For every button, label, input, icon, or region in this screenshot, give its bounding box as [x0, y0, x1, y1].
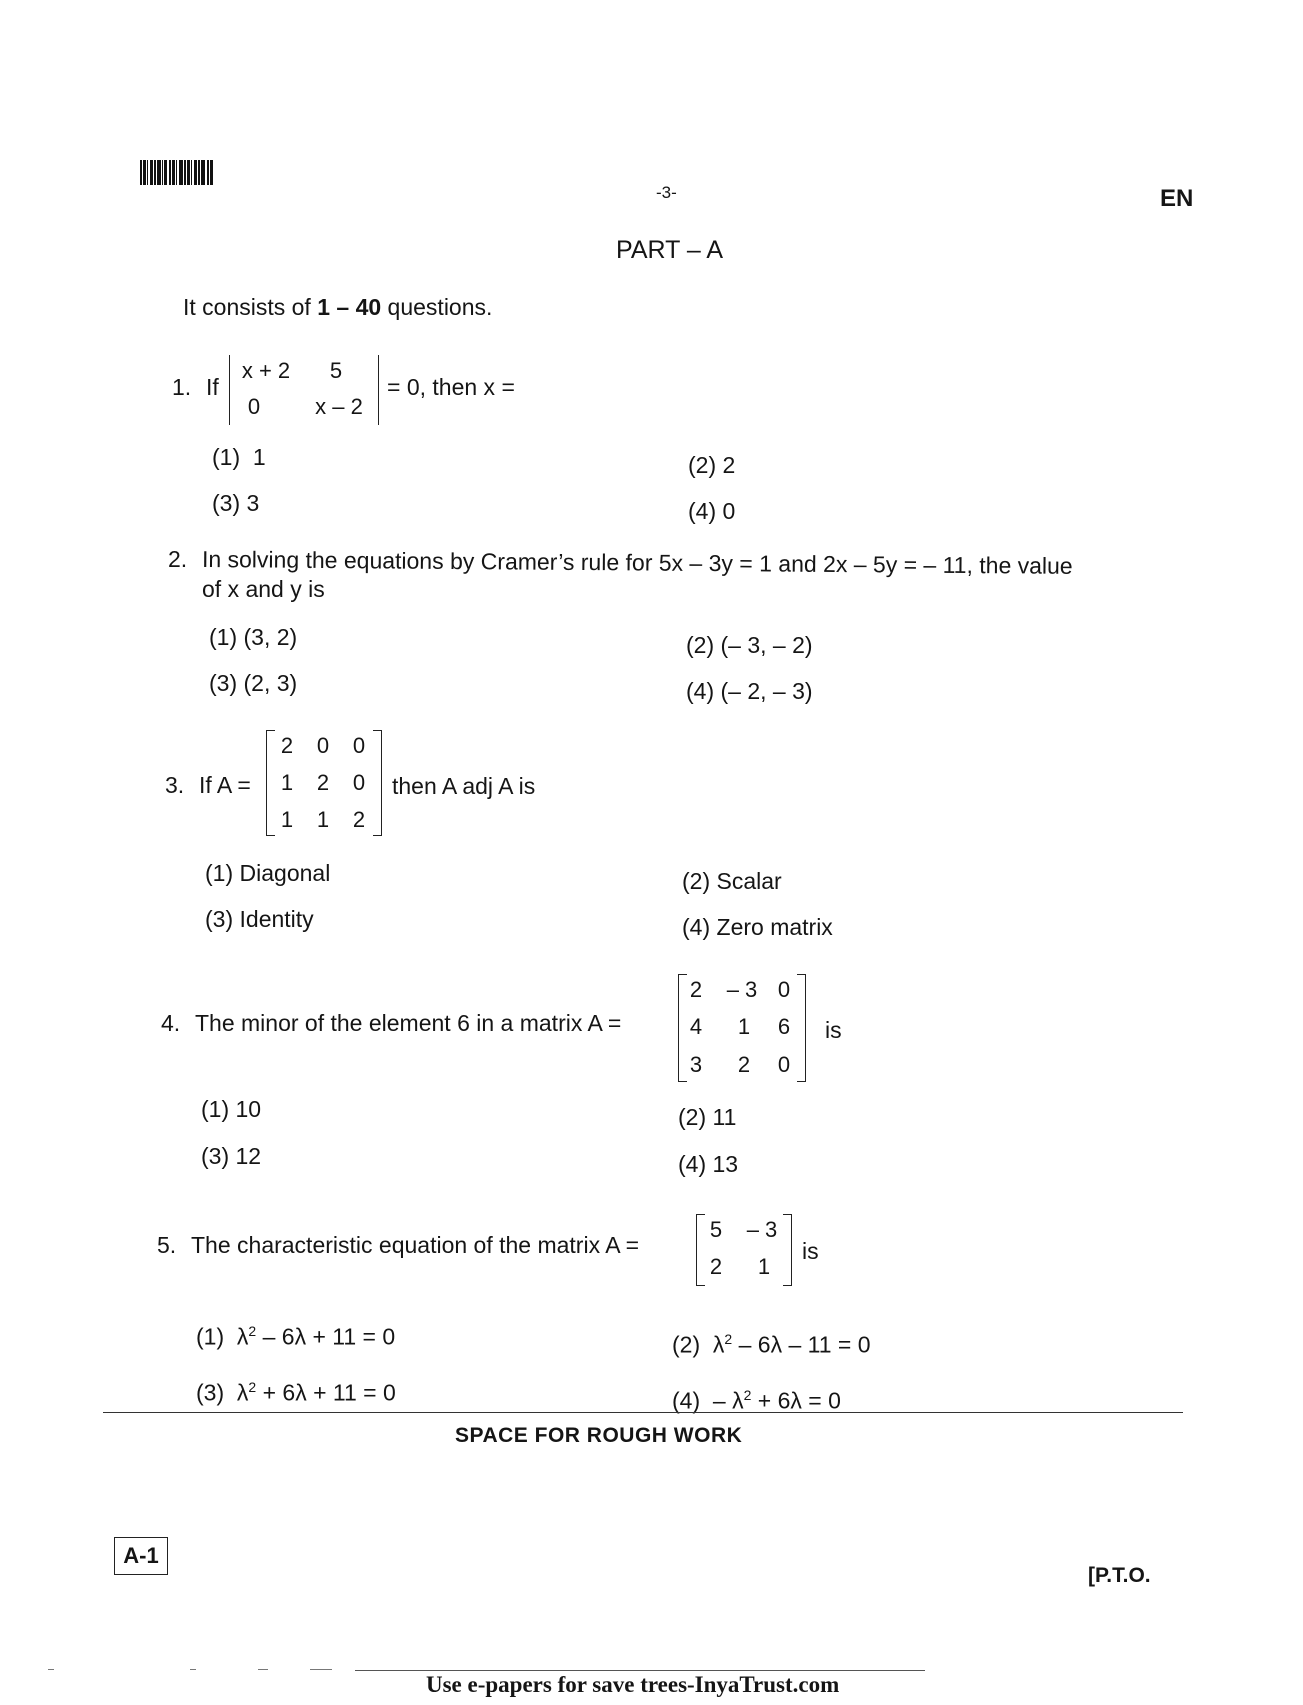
- matrix-cell: 0: [352, 770, 366, 795]
- question-number: 5.: [157, 1232, 177, 1258]
- option-1[interactable]: (1) 1: [212, 444, 266, 470]
- option-4[interactable]: (4) 0: [688, 498, 736, 524]
- matrix-cell: 0: [777, 977, 791, 1002]
- scan-mark: [48, 1669, 54, 1670]
- matrix-cell: 2: [352, 807, 366, 832]
- option-2[interactable]: (2) Scalar: [682, 868, 782, 894]
- question-suffix: then A adj A is: [392, 773, 536, 799]
- option-2[interactable]: (2) $\lambda^2 - 6\lambda - 11 = 0$: [672, 1331, 871, 1358]
- pto-label: [P.T.O.: [1088, 1564, 1151, 1587]
- matrix-cell: – 3: [726, 977, 758, 1002]
- scan-mark: [190, 1669, 196, 1670]
- question-number: 3.: [165, 772, 185, 798]
- scan-mark: [310, 1669, 332, 1670]
- option-1[interactable]: (1) 10: [201, 1096, 262, 1122]
- question-prefix: The characteristic equation of the matrix A =: [191, 1232, 640, 1258]
- matrix-cell: 3: [689, 1052, 703, 1077]
- question-number: 2.: [168, 546, 188, 572]
- intro-text: It consists of 1 – 40 questions.: [183, 294, 493, 320]
- matrix-cell: 1: [280, 807, 294, 832]
- question-text-line-1: In solving the equations by Cramer’s rule for 5x – 3y = 1 and 2x – 5y = – 11, the value: [201, 546, 1073, 579]
- option-4[interactable]: (4) (– 2, – 3): [686, 678, 813, 704]
- matrix-cell: x – 2: [315, 394, 363, 419]
- barcode: [140, 160, 235, 185]
- option-4[interactable]: (4) Zero matrix: [682, 914, 833, 940]
- part-title: PART – A: [616, 236, 724, 264]
- matrix-cell: 4: [689, 1014, 703, 1039]
- matrix-cell: 2: [316, 770, 330, 795]
- footer-text: Use e-papers for save trees-InyaTrust.com: [426, 1672, 840, 1697]
- determinant: [229, 355, 379, 425]
- matrix-cell: 1: [316, 807, 330, 832]
- matrix: [266, 730, 382, 836]
- matrix-cell: 0: [247, 394, 261, 419]
- matrix-cell: 2: [689, 977, 703, 1002]
- matrix: [678, 974, 806, 1082]
- option-3[interactable]: (3) $\lambda^2 + 6\lambda + 11 = 0$: [196, 1379, 396, 1406]
- question-suffix: = 0, then x =: [387, 374, 515, 400]
- matrix-cell: – 3: [746, 1217, 778, 1242]
- question-text-line-2: of x and y is: [202, 576, 325, 602]
- matrix: [696, 1214, 792, 1286]
- matrix-cell: 1: [737, 1014, 751, 1039]
- scan-mark: [258, 1669, 268, 1670]
- matrix-cell: 2: [280, 733, 294, 758]
- option-3[interactable]: (3) (2, 3): [209, 670, 298, 696]
- matrix-cell: 0: [777, 1052, 791, 1077]
- matrix-cell: 5: [329, 358, 343, 383]
- matrix-cell: 2: [737, 1052, 751, 1077]
- matrix-cell: 1: [280, 770, 294, 795]
- option-3[interactable]: (3) 3: [212, 490, 260, 516]
- question-suffix: is: [825, 1017, 842, 1043]
- question-prefix: The minor of the element 6 in a matrix A =: [195, 1010, 622, 1036]
- matrix-cell: 5: [709, 1217, 723, 1242]
- question-prefix: If A =: [199, 772, 251, 798]
- language-code: EN: [1160, 185, 1194, 212]
- option-2[interactable]: (2) 11: [678, 1104, 737, 1130]
- question-number: 1.: [172, 374, 192, 400]
- matrix-cell: 2: [709, 1254, 723, 1279]
- question-suffix: is: [802, 1238, 819, 1264]
- option-2[interactable]: (2) (– 3, – 2): [686, 632, 813, 658]
- footer-line: [355, 1670, 925, 1671]
- option-4[interactable]: $(4) - \lambda^2 + 6\lambda = 0$: [672, 1387, 841, 1414]
- rough-work-divider: [103, 1412, 1183, 1413]
- rough-work-label: SPACE FOR ROUGH WORK: [455, 1424, 743, 1447]
- matrix-cell: 1: [757, 1254, 771, 1279]
- matrix-cell: x + 2: [241, 358, 291, 383]
- option-3[interactable]: (3) Identity: [205, 906, 314, 932]
- option-1[interactable]: (1) Diagonal: [205, 860, 331, 886]
- booklet-code: A-1: [114, 1537, 168, 1575]
- option-2[interactable]: (2) 2: [688, 452, 736, 478]
- question-prefix: If: [206, 374, 219, 400]
- option-4[interactable]: (4) 13: [678, 1151, 739, 1177]
- matrix-cell: 0: [316, 733, 330, 758]
- matrix-cell: 6: [777, 1014, 791, 1039]
- matrix-cell: 0: [352, 733, 366, 758]
- option-1[interactable]: (1) (3, 2): [209, 624, 298, 650]
- question-number: 4.: [161, 1010, 181, 1036]
- option-3[interactable]: (3) 12: [201, 1143, 262, 1169]
- page-number: -3-: [656, 183, 677, 202]
- option-1[interactable]: (1) $\lambda^2 - 6\lambda + 11 = 0$: [196, 1323, 396, 1350]
